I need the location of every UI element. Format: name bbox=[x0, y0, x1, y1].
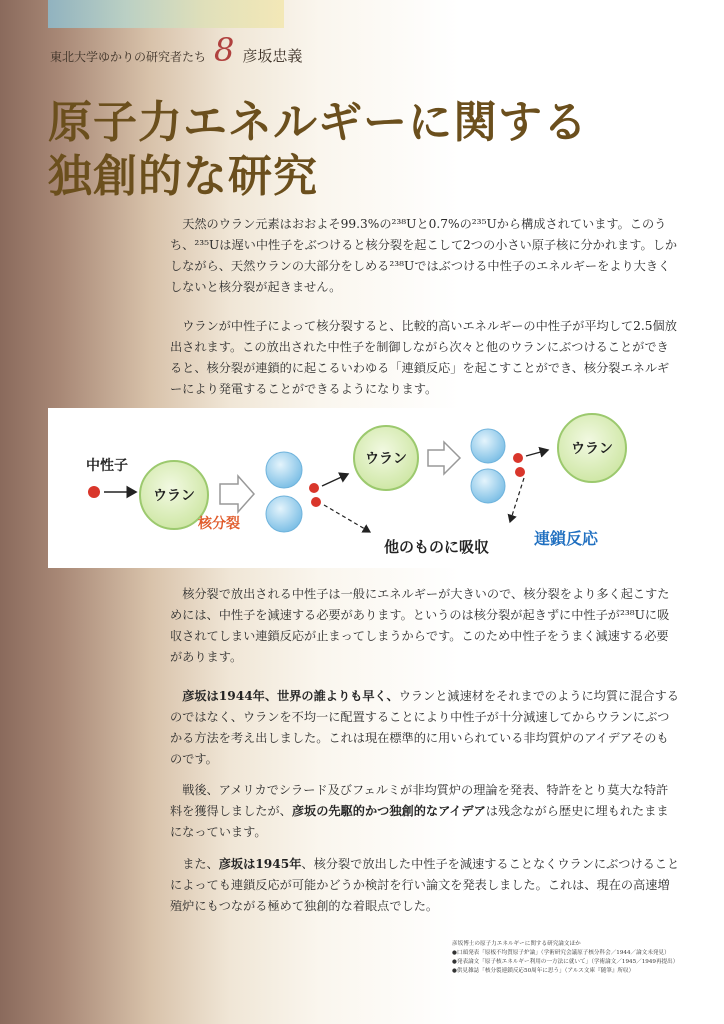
uranium-label-2: ウラン bbox=[365, 451, 407, 467]
header-color-strip bbox=[48, 0, 284, 28]
absorbed-label: 他のものに吸収 bbox=[384, 538, 490, 556]
series-header bbox=[50, 31, 303, 69]
caption-item: ●口頭発表「原板不均質原子炉論」（学術研究会議原子核分科会／1944／論文未発見） bbox=[452, 950, 670, 956]
neutron-label: 中性子 bbox=[86, 458, 128, 474]
neutron-dot-2 bbox=[309, 483, 319, 493]
paragraph-6 bbox=[170, 854, 680, 917]
neutron-dot-5 bbox=[515, 467, 525, 477]
title-line-2: 独創的な研究 bbox=[48, 151, 318, 202]
paragraph-4-bold: 彦坂は1944年、世界の誰よりも早く、 bbox=[182, 689, 399, 703]
fragment-circle-1 bbox=[266, 452, 302, 488]
hikosaka-1944-section bbox=[170, 686, 680, 770]
chain-reaction-label: 連鎖反応 bbox=[534, 529, 599, 548]
paragraph-6-bold: 彦坂は1945年 bbox=[218, 857, 302, 871]
uranium-label-3: ウラン bbox=[571, 441, 613, 457]
references-caption bbox=[452, 940, 692, 976]
neutron-dot-3 bbox=[311, 497, 321, 507]
fission-label: 核分裂 bbox=[198, 516, 240, 532]
hikosaka-1945-section bbox=[170, 854, 680, 917]
chain-reaction-section bbox=[170, 316, 680, 400]
paragraph-4 bbox=[170, 686, 680, 770]
chain-arrow-2 bbox=[526, 450, 548, 456]
fragment-circle-4 bbox=[471, 469, 505, 503]
caption-item: ●供見雑誌「核分裂連鎖反応50周年に思う」（アルス文庫『随筆』所収） bbox=[452, 968, 635, 974]
paragraph-2: ウランが中性子によって核分裂すると、比較的高いエネルギーの中性子が平均して2.5個放出されます。この放出された中性子を制御しながら次々と他のウランにぶつけることができると、核分裂が連鎖的に起こるいわゆる「連鎖反応」を起こすことができ、核分裂エネルギーにより発電することができるようになります。 bbox=[170, 319, 677, 396]
chain-arrow-1 bbox=[322, 474, 348, 486]
intro-section bbox=[170, 214, 680, 298]
researcher-name: 彦坂忠義 bbox=[242, 47, 303, 65]
series-number: 8 bbox=[214, 31, 235, 69]
caption-item: ●発表論文「原子核エネルギー利用の一方法に就いて」（学術論文／1945／1949再提出） bbox=[452, 959, 679, 965]
neutron-dot bbox=[88, 486, 100, 498]
fragment-circle-3 bbox=[471, 429, 505, 463]
fragment-circle-2 bbox=[266, 496, 302, 532]
paragraph-5-text-1: 戦後、アメリカでシラード及びフェルミが非均質炉の理論を発表、特許をとり莫大な特許料を獲得しましたが、 bbox=[170, 783, 669, 818]
moderation-section bbox=[170, 584, 680, 668]
title-line-1: 原子力エネルギーに関する bbox=[48, 97, 588, 148]
chain-reaction-diagram bbox=[48, 408, 686, 568]
paragraph-6-text-2: 、核分裂で放出した中性子を減速することなくウランにぶつけることによっても連鎖反応が可能かどうか検討を行い論文を発表しました。これは、現在の高速増殖炉にもつながる極めて独創的な着眼点でした。 bbox=[170, 857, 680, 913]
paragraph-3: 核分裂で放出される中性子は一般にエネルギーが大きいので、核分裂をより多く起こすためには、中性子を減速する必要があります。というのは核分裂が起きずに中性子が²³⁸Uに吸収されてしまい連鎖反応が止まってしまうからです。このため中性子をうまく減速する必要があります。 bbox=[170, 587, 670, 664]
caption-heading: 彦坂博士の原子力エネルギーに関する研究論文ほか bbox=[452, 941, 581, 947]
paragraph-6-text-1: また、 bbox=[182, 857, 219, 871]
neutron-dot-4 bbox=[513, 453, 523, 463]
uranium-label-1: ウラン bbox=[153, 488, 195, 504]
absorb-arrow-2 bbox=[510, 478, 524, 522]
fission-arrow-icon-2 bbox=[428, 442, 460, 474]
paragraph-5-text-2: は残念ながら歴史に埋もれたままになっています。 bbox=[170, 804, 669, 839]
paragraph-5-bold: 彦坂の先駆的かつ独創的なアイデア bbox=[291, 804, 486, 818]
postwar-section bbox=[170, 780, 680, 843]
paragraph-4-text: ウランと減速材をそれまでのように均質に混合するのではなく、ウランを不均一に配置することにより中性子が十分減速してからウランにぶつかる方法を考え出しました。これは現在標準的に用いられている非均質炉のアイデアそのものです。 bbox=[170, 689, 679, 766]
paragraph-5 bbox=[170, 780, 680, 843]
paragraph-1: 天然のウラン元素はおおよそ99.3%の²³⁸Uと0.7%の²³⁵Uから構成されています。このうち、²³⁵Uは遅い中性子をぶつけると核分裂を起こして2つの小さい原子核に分かれます。しかしながら、天然ウランの大部分をしめる²³⁸Uではぶつける中性子のエネルギーをより大きくしないと核分裂が起きません。 bbox=[170, 217, 678, 294]
fission-arrow-icon bbox=[220, 476, 254, 512]
absorb-arrow-1 bbox=[324, 505, 370, 532]
diagram-svg bbox=[48, 408, 686, 568]
page-title bbox=[48, 96, 688, 204]
series-title: 東北大学ゆかりの研究者たち bbox=[50, 50, 207, 64]
